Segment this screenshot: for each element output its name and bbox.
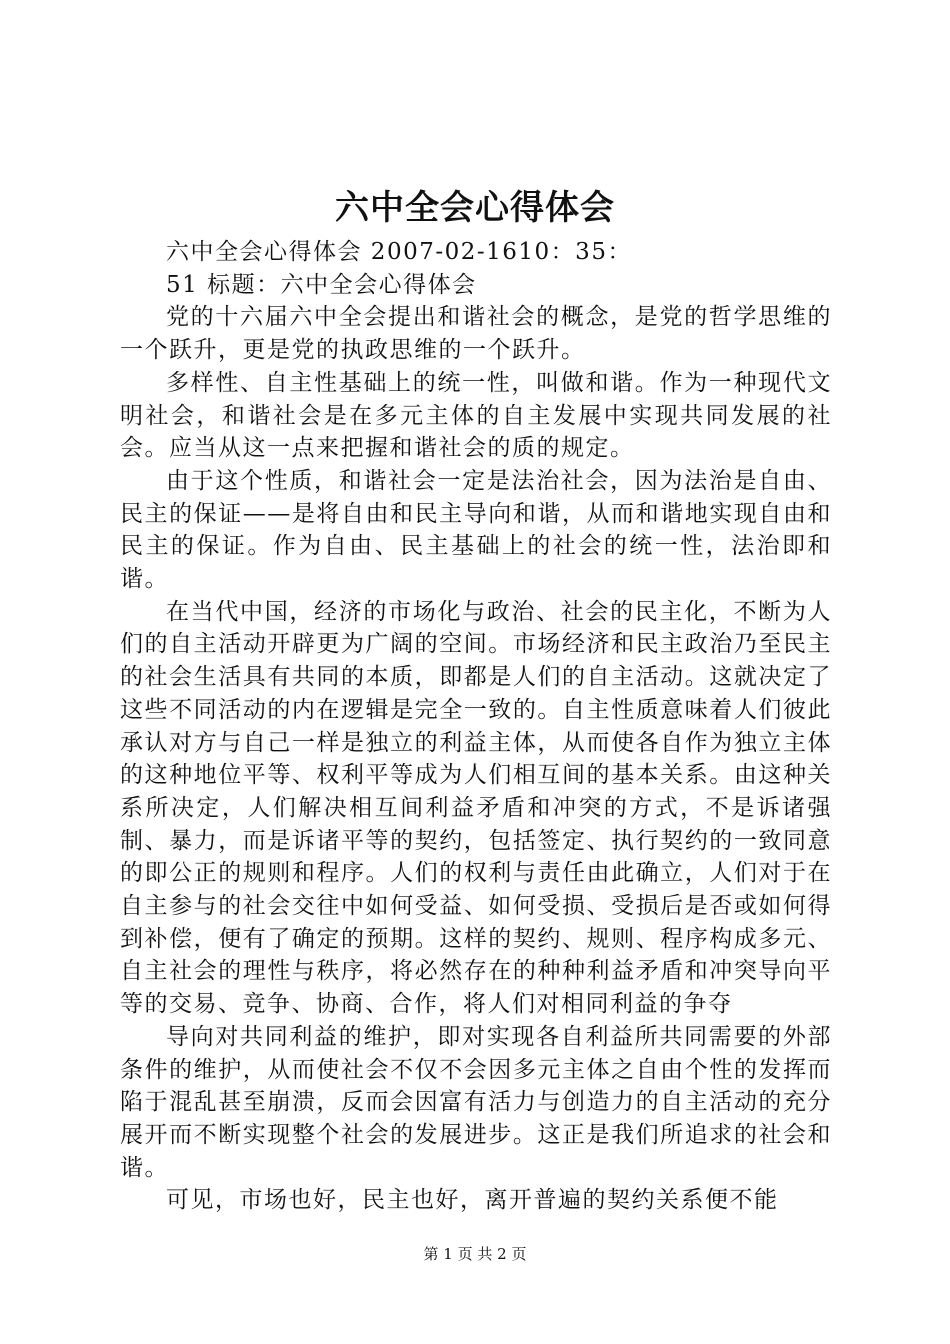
paragraph: 可见，市场也好，民主也好，离开普遍的契约关系便不能 <box>166 1187 779 1214</box>
meta-line-heading: 51 标题：六中全会心得体会 <box>166 271 477 298</box>
paragraph: 在当代中国，经济的市场化与政治、社会的民主化，不断为人们的自主活动开辟更为广阔的空间。市场经济和民主政治乃至民主的社会生活具有共同的本质，即都是人们的自主活动。这就决定了这些不同活动的内在逻辑是完全一致的。自主性质意味着人们彼此承认对方与自己一样是独立的利益主体，从而使各自作为独立主体的这种地位平等、权利平等成为人们相互间的基本关系。由这种关系所决定，人们解决相互间利益矛盾和冲突的方式，不是诉诸强制、暴力，而是诉诸平等的契约，包括签定、执行契约的一致同意的即公正的规则和程序。人们的权利与责任由此确立，人们对于在自主参与的社会交往中如何受益、如何受损、受损后是否或如何得到补偿，便有了确定的预期。这样的契约、规则、程序构成多元、自主社会的理性与秩序，将必然存在的种种利益矛盾和冲突导向平等的交易、竞争、协商、合作，将人们对相同利益的争夺 <box>120 598 832 1018</box>
document-body <box>120 236 832 1217</box>
paragraph: 多样性、自主性基础上的统一性，叫做和谐。作为一种现代文明社会，和谐社会是在多元主体的自主发展中实现共同发展的社会。应当从这一点来把握和谐社会的质的规定。 <box>120 369 832 462</box>
paragraph: 导向对共同利益的维护，即对实现各自利益所共同需要的外部条件的维护，从而使社会不仅不会因多元主体之自由个性的发挥而陷于混乱甚至崩溃，反而会因富有活力与创造力的自主活动的充分展开而不断实现整个社会的发展进步。这正是我们所追求的社会和谐。 <box>120 1023 832 1181</box>
page-number-footer: 第 1 页 共 2 页 <box>423 1245 527 1263</box>
meta-line-date: 六中全会心得体会 2007-02-1610：35： <box>166 239 632 265</box>
paragraph: 由于这个性质，和谐社会一定是法治社会，因为法治是自由、民主的保证——是将自由和民主导向和谐，从而和谐地实现自由和民主的保证。作为自由、民主基础上的社会的统一性，法治即和谐。 <box>120 467 832 593</box>
paragraph: 党的十六届六中全会提出和谐社会的概念，是党的哲学思维的一个跃升，更是党的执政思维的一个跃升。 <box>120 304 832 364</box>
document-title: 六中全会心得体会 <box>335 188 615 228</box>
